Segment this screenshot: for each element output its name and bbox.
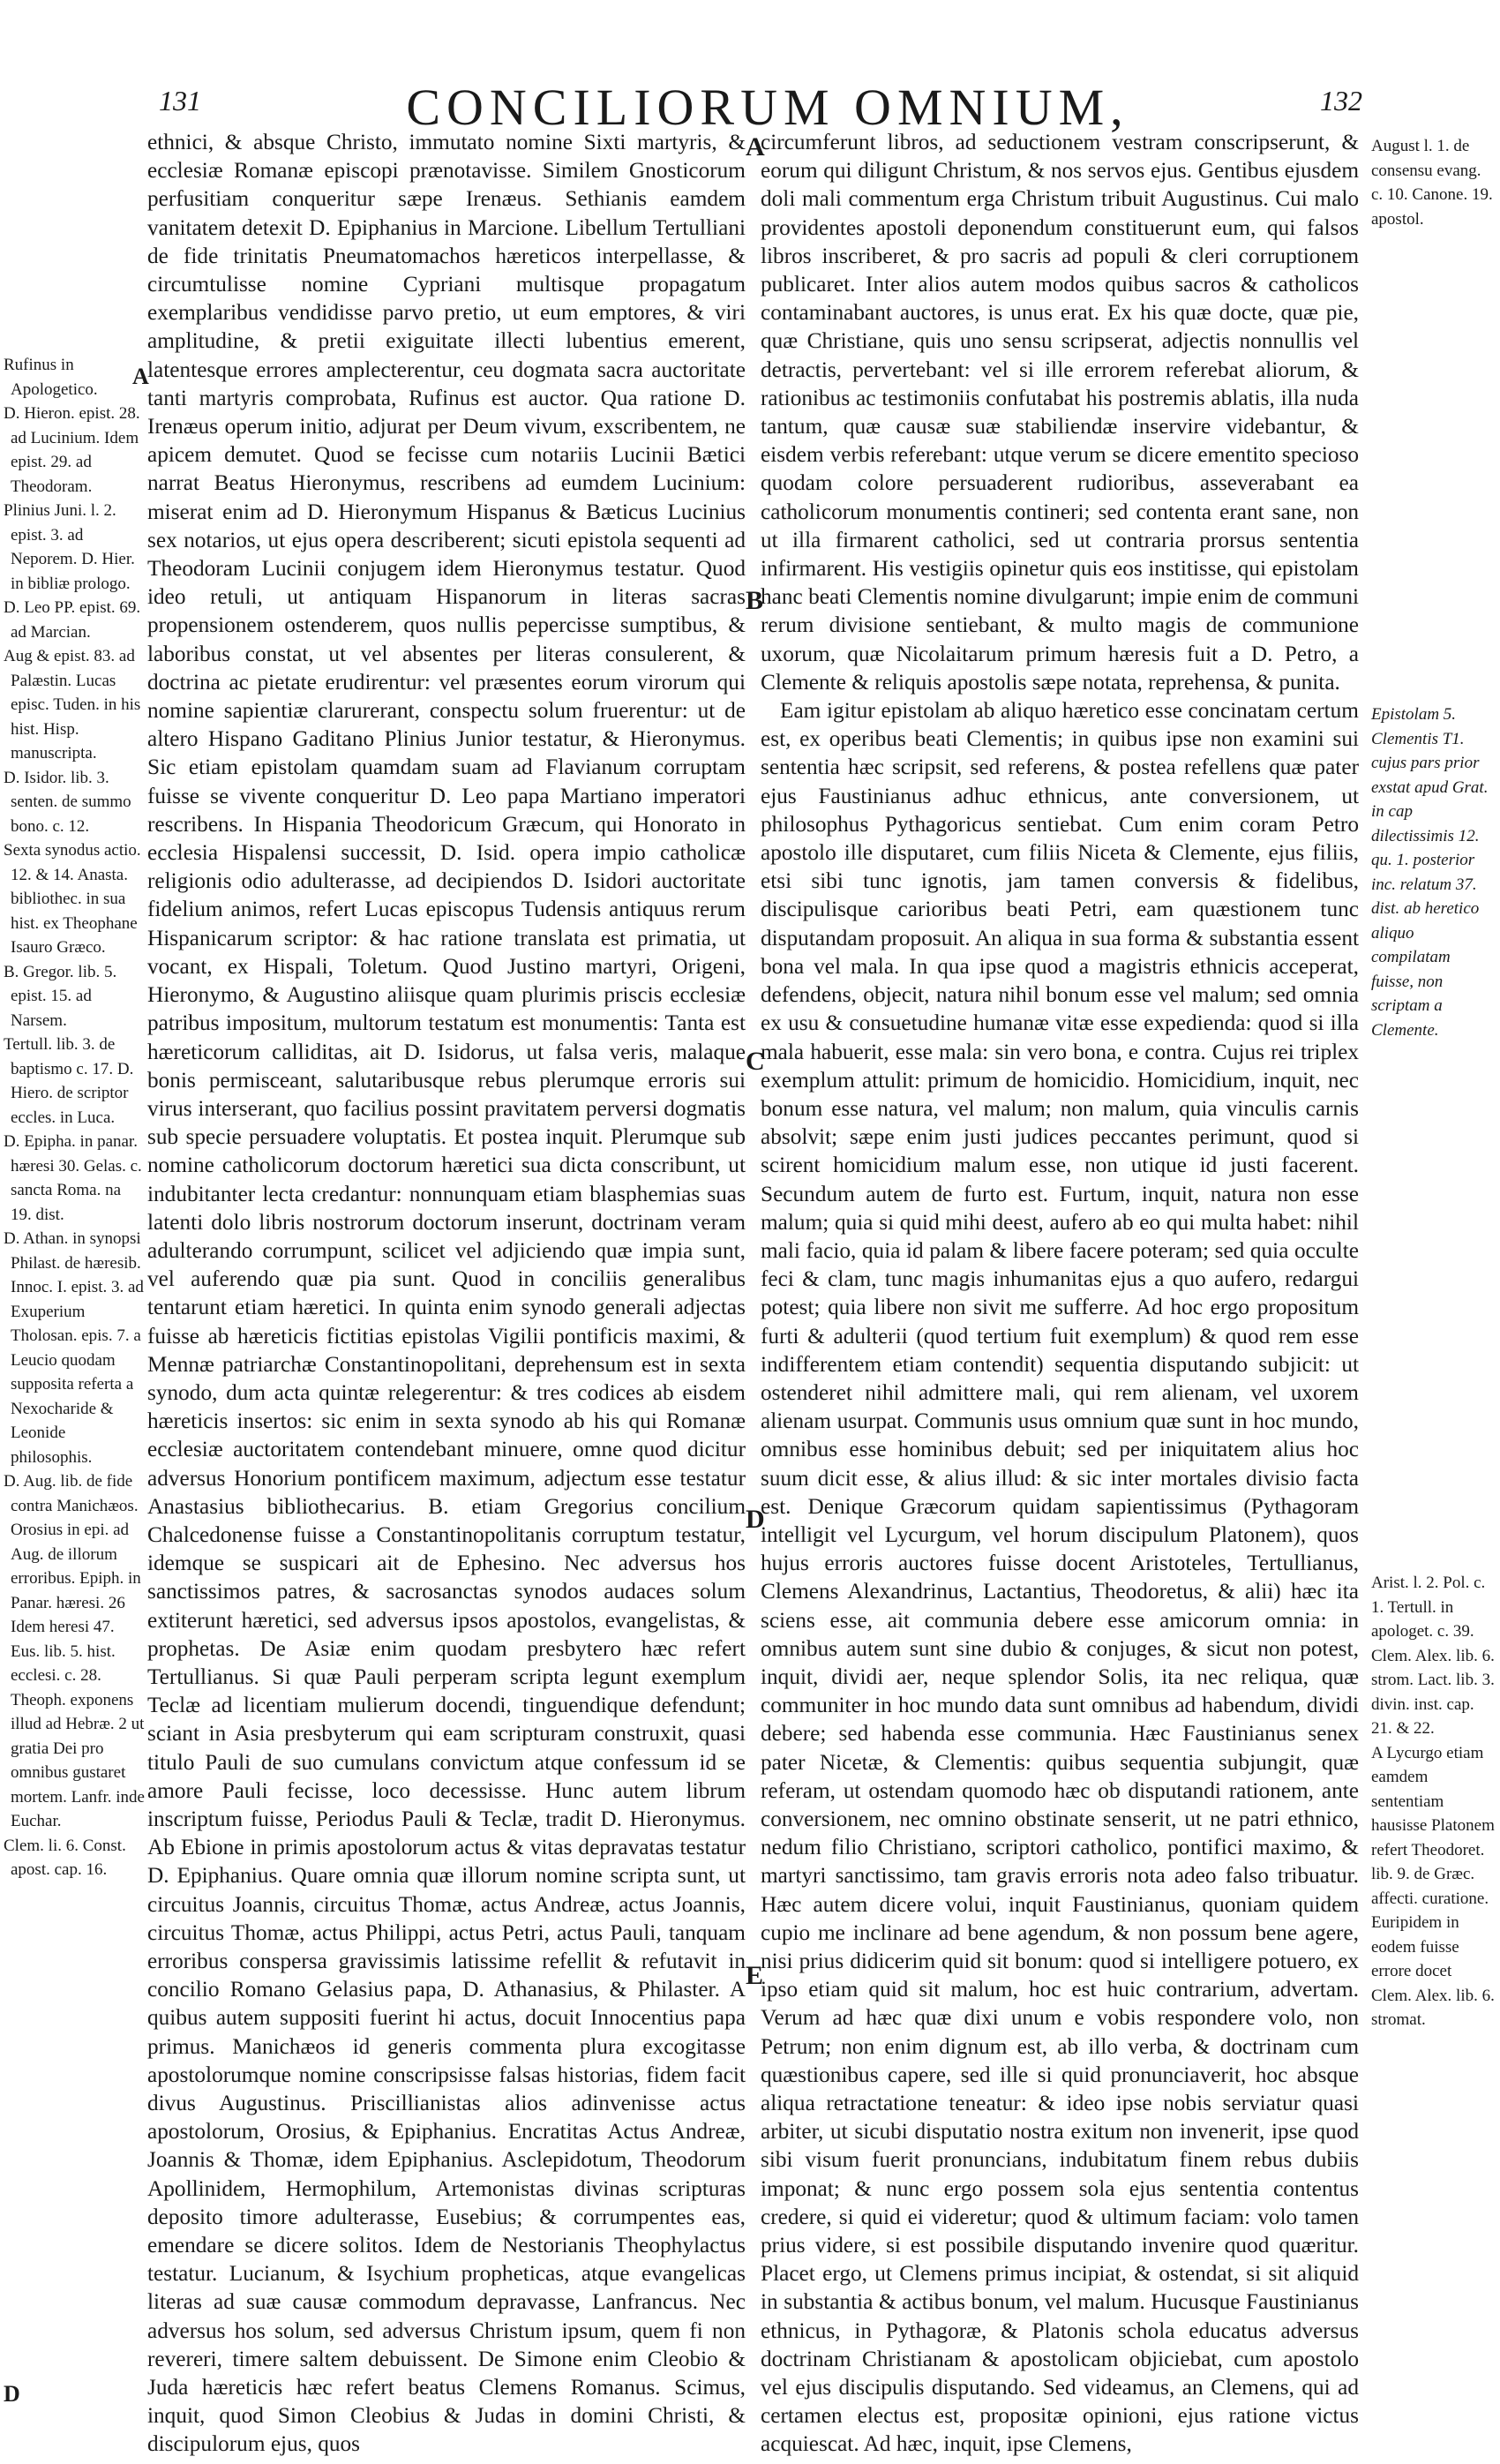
section-letter-d: D [746,1505,765,1534]
right-margin-notes-top [1371,134,1495,267]
margin-note: D. Isidor. lib. 3. senten. de summo bono. c. 12. [4,768,131,836]
margin-note: Tertull. lib. 3. de baptismo c. 17. D. Hiero. de scriptor eccles. in Luca. [4,1035,134,1127]
margin-note: Arist. l. 2. Pol. c. 1. Tertull. in apologet. c. 39. Clem. Alex. lib. 6. strom. Lact. lib. 3. divin. inst. cap. 21. & 22. [1371,1574,1495,1738]
right-margin-notes-low [1371,1571,1495,2224]
margin-note: Epistolam 5. Clementis T1. cujus pars prior exstat apud Grat. in cap dilectissimis 12. qu. 1. posterior inc. relatum 37. dist. ab heretico aliquo compilatam fuisse, non scriptam a Clemente. [1371,705,1489,1040]
right-margin-notes-mid [1371,702,1495,1040]
section-letter-a-left: A [132,364,149,389]
margin-note: D. Hieron. epist. 28. ad Lucinium. Idem epist. 29. ad Theodoram. [4,404,140,496]
section-letter-d-left: D [4,2381,20,2407]
margin-note: D. Leo PP. epist. 69. ad Marcian. [4,598,141,642]
section-letter-c: C [746,1047,765,1076]
margin-note: August l. 1. de consensu evang. c. 10. Canone. 19. apostol. [1371,137,1493,229]
margin-note: D. Aug. lib. de fide contra Manichæos. Orosius in epi. ad Aug. de illorum erroribus. Epiph. in Panar. hæresi. 26 Idem heresi 47. Eus. lib. 5. hist. ecclesi. c. 28. Theoph. exponens illud ad Hebræ. 2 ut gratia Dei pro omnibus gustaret mortem. Lanfr. inde Euchar. [4,1472,145,1830]
running-head: CONCILIORUM OMNIUM, [406,79,1129,136]
section-letter-a: A [746,132,765,162]
body-paragraph: ethnici, & absque Christo, immutato nomine Sixti martyris, & ecclesiæ Romanæ episcopi prænotavisse. Similem Gnosticorum perfusitiam conqueritur sæpe Irenæus. Sethianis eamdem vanitatem detexit D. Epiphanius in Marcione. Libellum Tertulliani de fide trinitatis Pneumatomachos hæreticos interpellasse, & circumtulisse nomine Cypriani multisque propagatum exemplaribus vendidisse parvo pretio, ut eum emptores, & viri amplitudine, & pretii exiguitate illecti lubentius emerent, latentesque errores amplecterentur, ceu dogmata sacra auctoritate tanti martyris comprobata, Rufinus est auctor. Qua ratione D. Irenæus operum initio, adjurat per Deum vivum, exscribentem, ne apicem demutet. Quod se fecisse cum notariis Lucinii Bætici narrat Beatus Hieronymus, rescribens ad eumdem Lucinium: miserat enim ad D. Hieronymum Hispanus & Bæticus Lucinius sex notarios, ut ejus opera describerent; sicuti epistola sequenti ad Theodoram Lucinii conjugem idem Hieronymus testatur. Quod ideo retuli, ut antiquam Hispanorum in literas sacras propensionem ostenderem, quos nullis pepercisse sumptibus, & laboribus constat, ut vel absentes per literas consulerent, & doctrina ac pietate erudirentur: vel præsentes eorum virorum qui nomine sapientiæ clarurerant, conspectu solum fruerentur: ut de altero Hispano Gaditano Plinius Junior testatur, & Hieronymus. Sic etiam epistolam quamdam suam ad Flavianum corruptam fuisse se vivente conqueritur D. Leo papa Martiano imperatori rescribens. In Hispania Theodoricum Græcum, qui Honorato in ecclesia Hispalensi successit, D. Isid. opera impio catholicæ religionis odio adulterasse, ad decipiendos D. Isidori auctoritate fidelium animos, refert Lucas episcopus Tudensis antiquus rerum Hispanicarum scriptor: & hac ratione translata est primatia, ut vocant, ex Hispali, Toletum. Quod Justino martyri, Origeni, Hieronymo, & Augustino aliisque quam plurimis priscis ecclesiæ patribus impositum, multorum testatum est monumentis: Tanta est hæreticorum calliditas, ait D. Isidorus, ut falsa veris, malaque bonis permisceant, salutaribusque rebus plerumque erroris sui virus interserant, quo facilius possint pravitatem perversi dogmatis sub specie persuadere voluptatis. Et postea inquit. Plerumque sub nomine catholicorum doctorum hæretici sua dicta conscribunt, ut indubitanter lecta credantur: nonnunquam etiam blasphemias suas latenti dolo libris nostrorum doctorum inserunt, doctrinam veram adulterando corrumpunt, scilicet vel adjiciendo quæ impia sunt, vel auferendo quæ pia sunt. Quod in conciliis generalibus tentarunt etiam hæretici. In quinta enim synodo generali adjectas fuisse ab hæreticis fictitias epistolas Vigilii pontificis maximi, & Mennæ patriarchæ Constantinopolitani, deprehensum est in sexta synodo, dum acta quintæ relegerentur: & tres codices ab eisdem hæreticis insertos: sic enim in sexta synodo ab his qui Romanæ ecclesiæ auctoritatem contendebant minuere, omne quod dicitur adversus Honorium pontificem maximum, adjectum esse testatur Anastasius bibliothecarius. B. etiam Gregorius concilium Chalcedonense fuisse a Constantinopolitanis corruptum testatur, idemque se suspicari ait de Ephesino. Nec adversus hos sanctissimos patres, & sacrosanctas synodos audaces solum extiterunt hæretici, sed adversus ipsos apostolos, evangelistas, & prophetas. De Asiæ enim quodam presbytero hæc refert Tertullianus. Si quæ Pauli perperam scripta legunt exemplum Teclæ ad licentiam mulierum docendi, tinguendique defendunt; sciant in Asia presbyterum qui eam scripturam construxit, quasi titulo Pauli de suo cumulans convictum atque confessum id se amore Pauli fecisse, loco decessisse. Hunc autem librum inscriptum fuisse, Periodus Pauli & Teclæ, tradit D. Hieronymus. Ab Ebione in primis apostolorum actus & vitas depravatas testatur D. Epiphanius. Quare omnia quæ illorum nomine scripta sunt, ut circuitus Joannis, circuitus Thomæ, actus Andreæ, actus Joannis, circuitus Thomæ, actus Philippi, actus Petri, actus Pauli, tanquam erroribus conspersa gravissimis latissime refellit & refutavit in concilio Romano Gelasius papa, D. Athanasius, & Philaster. A quibus autem suppositi fuerint hi actus, docuit Innocentius papa primus. Manichæos id generis commenta plura excogitasse apostolorumque nomine conscripsisse falsas historias, fidem facit divus Augustinus. Priscillianistas alios adinvenisse actus apostolorum, Orosius, & Epiphanius. Encratitas Actus Andreæ, Joannis & Thomæ, idem Epiphanius. Asclepidotum, Theodorum Apollinidem, Hermophilum, Artemonistas divinas scripturas deposito timore adulterasse, Eusebius; & corrumpentes eas, emendare se dicere solitos. Idem de Nestorianis Theophylactus testatur. Lucianum, & Isychium propheticas, atque evangelicas literas ad suæ causæ commodum depravasse, Lanfrancus. Nec adversus hos solum, sed adversus Christum ipsum, quem fi non revereri, timere saltem debuissent. De Simone enim Cleobio & Juda hæreticis hæc refert beatus Clemens Romanus. Scimus, inquit, quod Simon Cleobius & Judas in domini Christi, & discipulorum ejus, quos [147,130,746,2457]
left-margin-notes [4,353,145,2453]
margin-note: D. Athan. in synopsi Philast. de hæresib. Innoc. I. epist. 3. ad Exuperium Tholosan. epis. 7. a Leucio quodam supposita referta a Nexocharide & Leonide philosophis. [4,1229,144,1467]
margin-note: Plinius Juni. l. 2. epist. 3. ad Neporem. D. Hier. in bibliæ prologo. [4,501,135,593]
section-letter-b: B [746,586,764,615]
page-number-left: 131 [159,85,201,116]
right-text-column [761,128,1359,2457]
section-letter-e: E [746,1961,764,1990]
page-number-right: 132 [1320,85,1362,116]
margin-note: Clem. li. 6. Const. apost. cap. 16. [4,1836,126,1879]
margin-note: Aug & epist. 83. ad Palæstin. Lucas episc. Tuden. in his hist. Hisp. manuscripta. [4,647,141,762]
body-paragraph: circumferunt libros, ad seductionem vestram conscripserunt, & eorum qui diligunt Christum, & nos servos ejus. Gentibus ejusdem doli mali commentum erga Christum tribuit Augustinus. Cui malo providentes apostoli deponendum constituerunt eum, qui falsos libros inscriberet, & pro sacris ad populi & cleri corruptionem publicaret. Inter alios autem modos quibus sacros & catholicos contaminabant auctores, is unus erat. Ex his quæ docte, quæ pie, quæ Christiane, quis uno sensu scripserat, adjectis nonnullis vel detractis, pervertebant: vel si ille errorem referebat aliorum, & rationibus ac testimoniis confutabat his postremis ablatis, illa nuda tantum, quæ causæ suæ stabiliendæ inservire videbantur, & eisdem verbis referebant: utque verum se dicere ementito specioso quodam colore persuaderent rudioribus, asseverabant ea catholicorum monumentis contineri; sed contenta erant sane, non ut illa firmarent catholici, sed ut contraria prorsus sententia infirmarent. His vestigiis opinetur quis eos institisse, qui epistolam hanc beati Clementis nomine divulgarunt; impie enim de communi rerum divisione sentiebant, & multo magis de communione uxorum, quæ Nicolaitarum primum hæresis fuit a D. Petro, a Clemente & reliquis apostolis sæpe notata, reprehensa, & punita. [761,130,1359,695]
margin-note: Sexta synodus actio. 12. & 14. Anasta. bibliothec. in sua hist. ex Theophane Isauro Græco. [4,841,141,957]
margin-note: B. Gregor. lib. 5. epist. 15. ad Narsem. [4,962,117,1030]
left-text-column [147,128,746,2457]
margin-note: A Lycurgo etiam eamdem sententiam hausisse Platonem refert Theodoret. lib. 9. de Græc. affecti. curatione. Euripidem in eodem fuisse errore docet Clem. Alex. lib. 6. stromat. [1371,1743,1495,2029]
margin-note: Rufinus in Apologetico. [4,356,98,399]
body-paragraph: Eam igitur epistolam ab aliquo hæretico esse concinatam certum est, ex operibus beati Clementis; in quibus ipse non examini sui sententia hæc scripsit, sed referens, & postea refellens quæ pater ejus Faustinianus adhuc ethnicus, ante conversionem, ut philosophus Pythagoricus sentiebat. Cum enim coram Petro apostolo ille disputaret, cum filiis Niceta & Clemente, ejus filiis, etsi sibi tunc ignotis, jam tamen conversis & fidelibus, discipulisque carioribus beati Petri, eam quæstionem tunc disputandam proposuit. An aliqua in sua forma & substantia essent bona vel mala. In qua ipse quod a magistris ethnicis acceperat, defendens, objecit, natura nihil bonum esse vel malum; sed omnia ex usu & consuetudine humanæ vitæ esse expedienda: quod si illa mala habuerit, esse mala: sin vero bona, e contra. Cujus rei triplex exemplum attulit: primum de homicidio. Homicidium, inquit, nec bonum esse natura, vel malum; non malum, quia vinculis carnis absolvit; sæpe enim justi judices peccantes perimunt, quod si scirent homicidium malum esse, non utique id justi facerent. Secundum autem de furto est. Furtum, inquit, natura non esse malum; quia si quid mihi deest, aufero ab eo qui multa habet: nihil mali facio, quia id palam & libere facere poteram; sed quia occulte feci & clam, tunc magis inhumanitas ejus a quo aufero, redargui potest; quia libere non sivit me sufferre. Ad hoc ergo propositum furti & adulterii (quod tertium fuit exemplum) & quod rem esse indifferentem etiam contendit) sequentia disputando subjicit: ut ostenderet nihil admittere mali, qui rem alienam, vel uxorem alienam usurpat. Communis usus omnium quæ sunt in hoc mundo, omnibus esse hominibus debuit; sed per iniquitatem alius hoc suum dicit esse, & alius illud: & sic inter mortales divisio facta est. Denique Græcorum quidam sapientissimus (Pythagoram intelligit vel Lycurgum, vel horum discipulum Platonem), quos hujus erroris auctores fuisse docent Aristoteles, Tertullianus, Clemens Alexandrinus, Lactantius, Theodoretus, & alii) hæc ita sciens esse, ait communia debere esse amicorum omnia: in omnibus autem sunt sine dubio & conjuges, & sicut non potest, inquit, dividi aer, neque splendor Solis, ita nec reliqua, quæ communiter in hoc mundo data sunt omnibus ad habendum, dividi debere; sed habenda esse communia. Hæc Faustinianus senex pater Nicetæ, & Clementis: quibus sequentia subjungit, quæ referam, ut ostendam quomodo hæc ob disputandi rationem, ante conversionem, nec omnino obstinate senserit, ut ne patri ethnico, nedum filio Christiano, scriptori catholico, pontifici maximo, & martyri sanctissimo, tam gravis erroris nota adeo falso tribuatur. Hæc autem dicere volui, inquit Faustinianus, quoniam quidem cupio me inclinare ad bene agendum, & non possum bene agere, nisi prius didicerim quid sit bonum: quod si intelligere potuero, ex ipso etiam quid sit malum, hoc est huic contrarium, advertam. Verum ad hæc quæ dixi unum e vobis respondere volo, non Petrum; non enim dignum est, ab illo verba, & doctrinam cum quæstionibus capere, sed ille si quid pronunciaverit, hoc absque aliqua retractatione teneatur: & ideo ipse nobis serviatur quasi arbiter, ut sicubi disputatio nostra exitum non invenerit, ipse quod sibi visum fuerit pronuncians, indubitatum finem rebus dubiis imponat; & nunc ergo possem sola ejus sententia contentus credere, si quid ei videretur; quod & ultimum faciam: volo tamen prius videre, si est possibile disputando invenire quod quæritur. Placet ergo, ut Clemens primus incipiat, & ostendat, si sit aliquid in substantia & actibus bonum, vel malum. Hucusque Faustinianus ethnicus, in Pythagoræ, & Platonis schola educatus adversus doctrinam Christianam & apostolicam objiciebat, cum apostolo vel ejus discipulis disputando. Sed videamus, an Clemens, qui ad certamen electus est, propositæ opinioni, ejus ratione victus acquiescat. Ad hæc, inquit, ipse Clemens, [761,698,1359,2457]
margin-note: D. Epipha. in panar. hæresi 30. Gelas. c. sancta Roma. na 19. dist. [4,1132,142,1224]
